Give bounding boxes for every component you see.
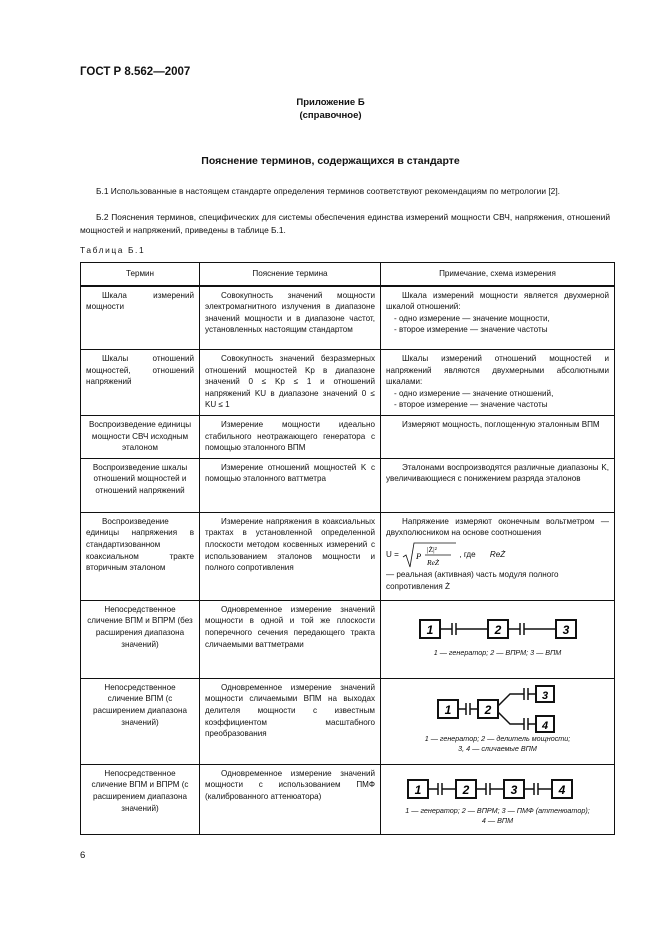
explanation-cell: Одновременное измерение значений мощности сличаемыми ВПМ на выходах делителя мощности с известным коэффициентом масштабного преобразования: [200, 678, 381, 764]
diagram-caption-line: 4 — ВПМ: [481, 815, 514, 825]
explanation-cell: Совокупность значений мощности электромагнитного излучения в диапазоне значений мощности и в диапазоне частот, установленных настоящим стандартом: [200, 286, 381, 350]
block-4-label: 4: [558, 782, 566, 797]
block-1-label: 1: [426, 622, 434, 637]
terms-table: [80, 262, 615, 835]
formula-var: ReŻ: [489, 550, 506, 560]
explanation-cell: Одновременное измерение значений мощности в одной и той же плоскости поперечного сечения передающего тракта сличаемыми ваттметрами: [200, 600, 381, 678]
document-header: ГОСТ Р 8.562—2007: [80, 66, 191, 78]
table-row: [81, 416, 615, 459]
block-2-label: 2: [484, 702, 492, 717]
table-row: [81, 350, 615, 416]
term-cell: Шкалы отношений мощностей, отношений напряжений: [81, 350, 200, 416]
term-cell: Воспроизведение единицы мощности СВЧ исходным эталоном: [81, 416, 200, 459]
voltage-formula: [386, 541, 609, 592]
note-cell: [381, 678, 615, 764]
table-caption: Таблица Б.1: [80, 245, 146, 255]
diagram-caption: 1 — генератор; 2 — ВПРМ; 3 — ВПМ: [433, 647, 562, 657]
block-2-label: 2: [494, 622, 502, 637]
explanation-cell: Измерение мощности идеально стабильного неотражающего генератора с помощью эталонного ВПМ: [200, 416, 381, 459]
note-line: - одно измерение — значение мощности,: [394, 313, 550, 323]
note-text: Напряжение измеряют оконечным вольтметром — двухполюсником на основе соотношения: [386, 516, 609, 538]
appendix-title: Приложение Б: [296, 97, 365, 108]
column-header-term: Термин: [81, 263, 200, 286]
block-3-label: 3: [562, 622, 570, 637]
term-cell: Непосредственное сличение ВПМ и ВПРМ (без расширения диапазона значений): [81, 600, 200, 678]
paragraph-b1: Б.1 Использованные в настоящем стандарте определения терминов соответствуют рекомендациям по метрологии [2].: [96, 186, 560, 196]
table-row: [81, 764, 615, 834]
formula-lhs: U =: [386, 550, 399, 560]
page-number: 6: [80, 850, 86, 861]
comparison-diagram-1: [386, 608, 616, 648]
explanation-cell: Совокупность значений безразмерных отношений мощностей Kp в диапазоне значений 0 ≤ Kp ≤ 1 и отношений напряжений KU в диапазоне значений 0 ≤ KU ≤ 1: [200, 350, 381, 416]
note-cell: Эталонами воспроизводятся различные диапазоны K, увеличивающиеся с понижением разряда эталонов: [381, 458, 615, 512]
block-2-label: 2: [462, 782, 470, 797]
note-cell: [381, 286, 615, 350]
term-cell: Воспроизведение шкалы отношений мощностей и отношений напряжений: [81, 458, 200, 512]
diagram-caption-line: 3, 4 — сличаемые ВПМ: [458, 743, 537, 753]
note-line: - второе измерение — значение частоты: [394, 325, 548, 335]
block-3-label: 3: [541, 689, 549, 702]
note-line: - одно измерение — значение отношений,: [394, 388, 554, 398]
explanation-cell: Измерение отношений мощностей K с помощью эталонного ваттметра: [200, 458, 381, 512]
note-cell: [381, 600, 615, 678]
diagram-caption-line: 1 — генератор; 2 — ВПРМ; 3 — ПМФ (аттенюатор);: [405, 805, 590, 815]
section-title: Пояснение терминов, содержащихся в стандарте: [201, 155, 460, 167]
paragraph-b2: Б.2 Пояснения терминов, специфических для системы обеспечения единства измерений мощности СВЧ, напряжения, отношений мощностей и напряжений, приведены в таблице Б.1.: [80, 212, 610, 235]
note-cell: [381, 764, 615, 834]
column-header-explanation: Пояснение термина: [200, 263, 381, 286]
formula-rest: — реальная (активная) часть модуля полного сопротивления Ż: [386, 570, 559, 591]
formula-denominator: ReŻ: [427, 558, 440, 568]
table-row: [81, 286, 615, 350]
formula-numerator: |Ż|²: [427, 545, 437, 555]
note-line: Шкала измерений мощности является двухмерной шкалой отношений:: [386, 290, 609, 312]
column-header-note: Примечание, схема измерения: [381, 263, 615, 286]
appendix-subtitle: (справочное): [299, 110, 362, 121]
note-line: - второе измерение — значение частоты: [394, 400, 548, 410]
note-cell: [381, 350, 615, 416]
table-row: [81, 678, 615, 764]
table-row: [81, 600, 615, 678]
term-cell: Воспроизведение единицы напряжения в стандартизованном коаксиальном тракте вторичным эталоном: [81, 512, 200, 600]
block-4-label: 4: [541, 719, 549, 732]
table-header-row: [81, 263, 615, 286]
table-row: [81, 512, 615, 600]
term-cell: Шкала измерений мощности: [81, 286, 200, 350]
term-cell: Непосредственное сличение ВПМ и ВПРМ (с расширением диапазона значений): [81, 764, 200, 834]
explanation-cell: Одновременное измерение значений мощности с использованием ПМФ (калиброванного аттенюатора): [200, 764, 381, 834]
comparison-diagram-2: [386, 684, 616, 734]
block-1-label: 1: [444, 702, 452, 717]
table-row: [81, 458, 615, 512]
block-1-label: 1: [414, 782, 422, 797]
diagram-caption-line: 1 — генератор; 2 — делитель мощности;: [424, 733, 571, 743]
note-line: Шкалы измерений отношений мощностей и напряжений являются двухмерными абсолютными шкалами:: [386, 354, 609, 387]
formula-where: , где: [459, 550, 476, 560]
note-cell: [381, 512, 615, 600]
formula-p: P: [416, 551, 422, 562]
comparison-diagram-3: [386, 772, 616, 806]
note-cell: Измеряют мощность, поглощенную эталонным ВПМ: [381, 416, 615, 459]
term-cell: Непосредственное сличение ВПМ (с расширением диапазона значений): [81, 678, 200, 764]
explanation-cell: Измерение напряжения в коаксиальных трактах в установленной определенной плоскости методом косвенных измерений с использованием эталонов мощности и полного сопротивления: [200, 512, 381, 600]
sqrt-formula: [401, 541, 457, 569]
block-3-label: 3: [510, 782, 518, 797]
